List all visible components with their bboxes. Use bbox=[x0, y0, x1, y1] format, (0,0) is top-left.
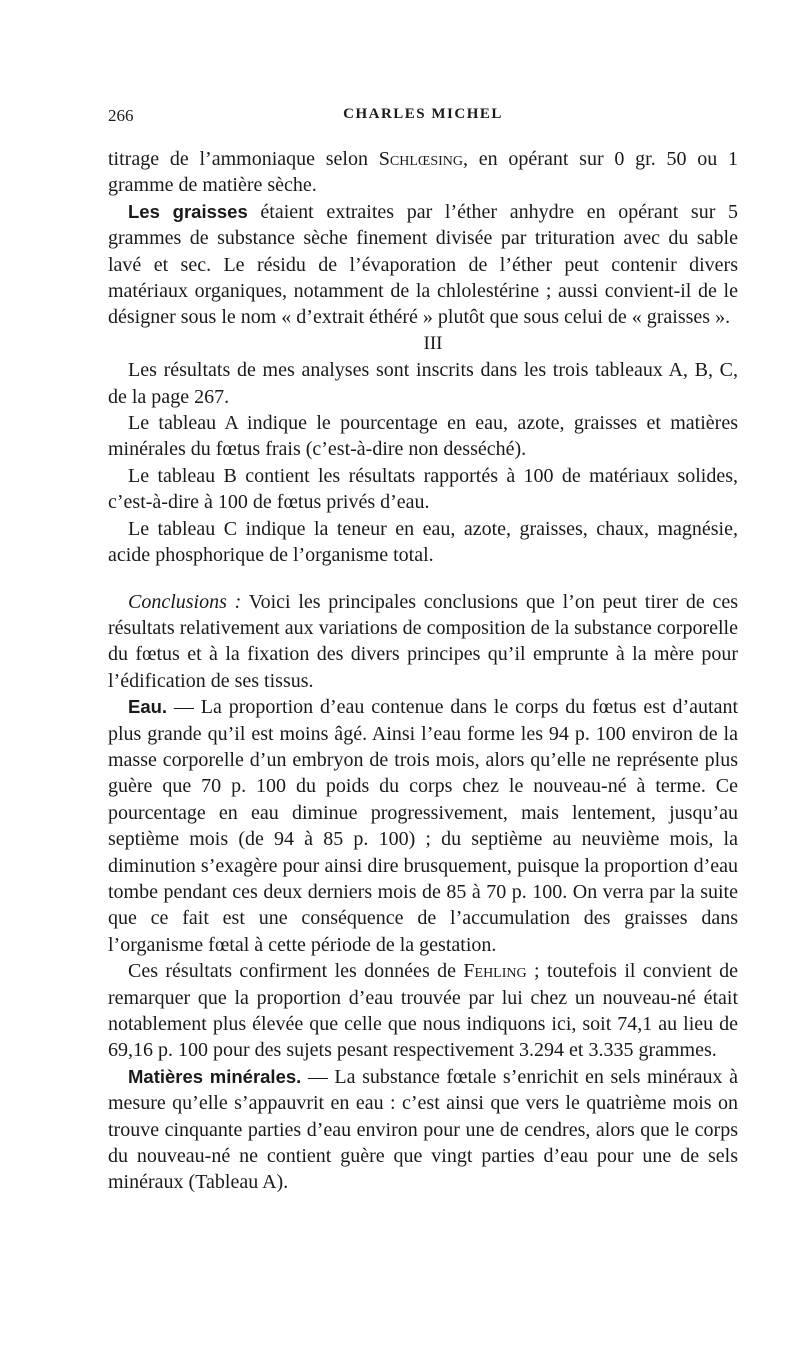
text-run: , en opérant sur 0 gr. 50 ou 1 gramme de matière sèche. bbox=[108, 148, 738, 197]
author-name-schloesing: Schlœsing bbox=[378, 148, 464, 170]
paragraph-tableau-a: Le tableau A indique le pourcentage en eau, azote, graisses et matières minérales du fœtus frais (c’est-à-dire non desséché). bbox=[108, 412, 738, 461]
paragraph-results: Les résultats de mes analyses sont inscrits dans les trois tableaux A, B, C, de la page 267. bbox=[108, 359, 738, 408]
text-run: Voici les principales conclusions que l’on peut tirer de ces résultats relativement aux variations de composition de la substance corporelle du fœtus et à la fixation des divers principes qu’il emprunte à la mère pour l’édification de ses tissus. bbox=[108, 590, 738, 692]
text-run: titrage de l’ammoniaque selon bbox=[108, 148, 379, 170]
page-header bbox=[108, 106, 738, 130]
author-name-fehling: Fehling bbox=[463, 960, 527, 983]
text-run: Ces résultats confirment les données de bbox=[128, 960, 464, 983]
paragraph-graisses bbox=[108, 199, 738, 331]
body-text bbox=[108, 146, 738, 1196]
paragraph-ammonia bbox=[108, 146, 738, 199]
lead-matieres-minerales: Matières minérales. bbox=[128, 1065, 302, 1087]
text-run: — La proportion d’eau contenue dans le corps du fœtus est d’autant plus grande qu’il est moins âgé. Ainsi l’eau forme les 94 p. 100 environ de la masse corporelle d’un embryon de trois mois, alors qu’elle ne représente plus guère que 70 p. 100 du poids du corps chez le nouveau-né à terme. Ce pourcentage en eau diminue progressivement, mais lentement, jusqu’au septième mois (de 94 à 85 p. 100) ; du septième au neuvième mois, la diminution s’exagère pour ainsi dire brusquement, puisque la proportion d’eau tombe pendant ces deux derniers mois de 85 à 70 p. 100. On verra par la suite que ce fait est une conséquence de l’accumulation des graisses dans l’organisme fœtal à cette période de la gestation. bbox=[108, 696, 738, 956]
lead-eau: Eau. bbox=[128, 696, 168, 718]
page-number: 266 bbox=[108, 106, 134, 125]
running-title: CHARLES MICHEL bbox=[343, 106, 503, 122]
lead-conclusions: Conclusions : bbox=[128, 590, 242, 613]
paragraph-tableau-c: Le tableau C indique la teneur en eau, azote, graisses, chaux, magnésie, acide phosphorique de l’organisme total. bbox=[108, 517, 738, 567]
lead-graisses: Les graisses bbox=[128, 200, 248, 222]
paragraph-tableau-b: Le tableau B contient les résultats rapportés à 100 de matériaux solides, c’est-à-dire à 100 de fœtus privés d’eau. bbox=[108, 464, 738, 514]
paragraph-matieres-minerales bbox=[108, 1064, 738, 1196]
text-run: — La substance fœtale s’enrichit en sels minéraux à mesure qu’elle s’appauvrit en eau : c’est ainsi que vers le quatrième mois on trouve cinquante parties d’eau environ pour une de cendres, alors que le corps du nouveau-né ne contient guère que vingt parties d’eau pour une de sels minéraux (Tableau A). bbox=[108, 1065, 738, 1194]
paragraph-conclusions bbox=[108, 589, 738, 695]
text-run: étaient extraites par l’éther anhydre en opérant sur 5 grammes de substance sèche finement divisée par trituration avec du sable lavé et sec. Le résidu de l’évaporation de l’éther peut contenir divers matériaux organiques, notamment de la chlolestérine ; aussi convient-il de le désigner sous le nom « d’extrait éthéré » plutôt que sous celui de « graisses ». bbox=[108, 200, 738, 329]
section-heading: III bbox=[423, 332, 443, 354]
text-run: ; toutefois il convient de remarquer que la proportion d’eau trouvée par lui chez un nouveau-né était notablement plus élevée que celle que nous indiquons ici, soit 74,1 au lieu de 69,16 p. 100 pour des sujets pesant respectivement 3.294 et 3.335 grammes. bbox=[108, 960, 738, 1062]
paragraph-eau bbox=[108, 694, 738, 958]
paragraph-fehling bbox=[108, 958, 738, 1064]
